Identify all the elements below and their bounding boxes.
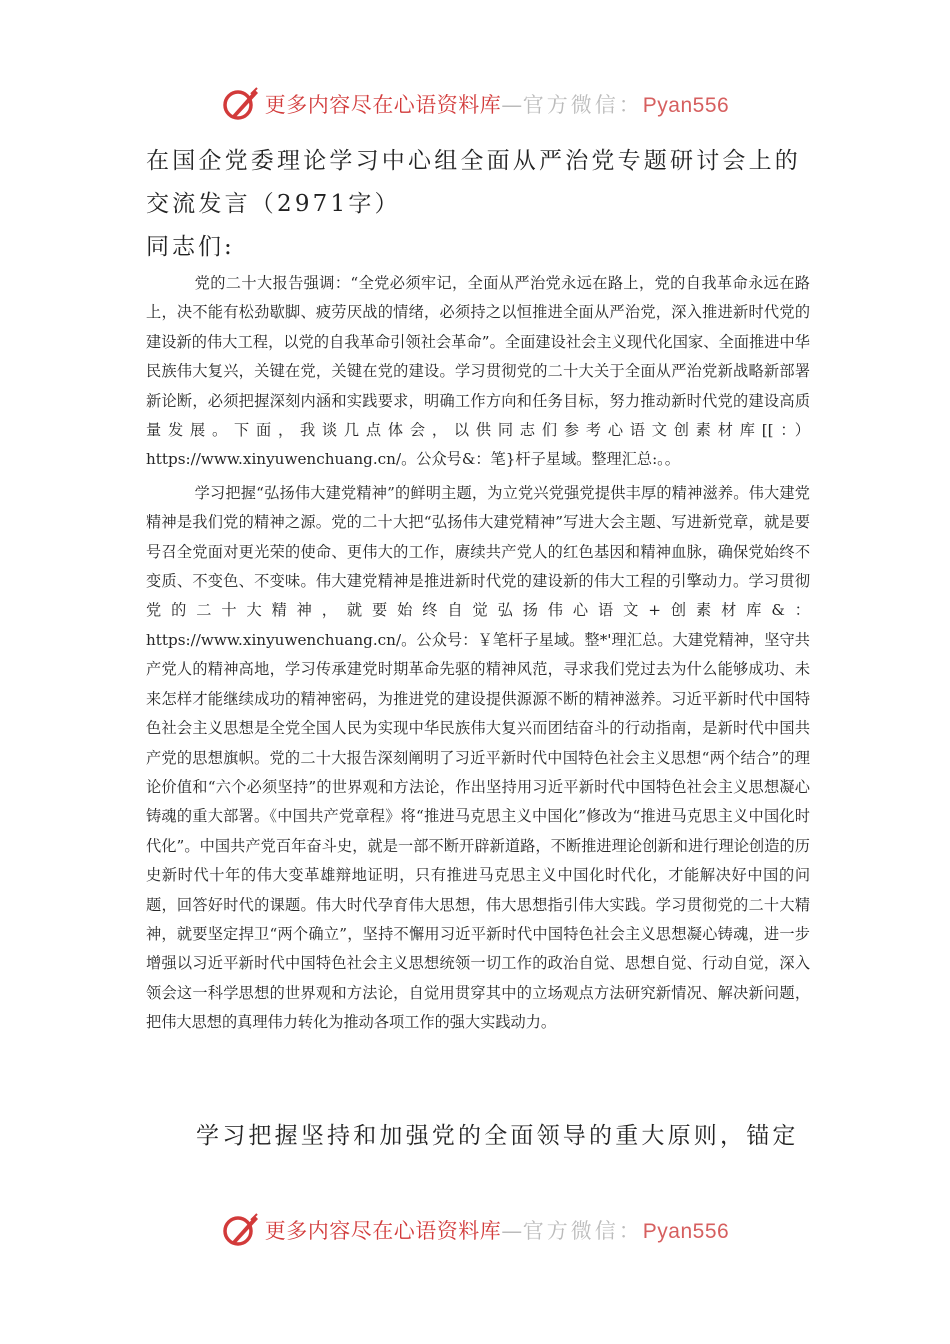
body-paragraph-2: 学习把握“弘扬伟大建党精神”的鲜明主题，为立党兴党强党提供丰厚的精神滋养。伟大建党精神是我们党的精神之源。党的二十大把“弘扬伟大建党精神”写进大会主题、写进新党章，就是要号召全党面对更光荣的使命、更伟大的工作，赓续共产党人的红色基因和精神血脉，确保党始终不变质、不变色、不变味。伟大建党精神是推进新时代党的建设新的伟大工程的引擎动力。学习贯彻党的二十大精神，就要始终自觉弘扬伟心语文+创素材库&：https://www.xinyuwenchuang.cn/。公众号：￥笔杆子星域。整*'理汇总。大建党精神，坚守共产党人的精神高地，学习传承建党时期革命先驱的精神风范，寻求我们党过去为什么能够成功、未来怎样才能继续成功的精神密码，为推进党的建设提供源源不断的精神滋养。习近平新时代中国特色社会主义思想是全党全国人民为实现中华民族伟大复兴而团结奋斗的行动指南，是新时代中国共产党的思想旗帜。党的二十大报告深刻阐明了习近平新时代中国特色社会主义思想“两个结合”的理论价值和“六个必须坚持”的世界观和方法论，作出坚持用习近平新时代中国特色社会主义思想凝心铸魂的重大部署。《中国共产党章程》将“推进马克思主义中国化”修改为“推进马克思主义中国化时代化”。中国共产党百年奋斗史，就是一部不断开辟新道路，不断推进理论创新和进行理论创造的历史新时代十年的伟大变革雄辩地证明，只有推进马克思主义中国化时代化，才能解决好中国的问题，回答好时代的课题。伟大时代孕育伟大思想，伟大思想指引伟大实践。学习贯彻党的二十大精神，就要坚定捍卫“两个确立”，坚持不懈用习近平新时代中国特色社会主义思想凝心铸魂，进一步增强以习近平新时代中国特色社会主义思想统领一切工作的政治自觉、思想自觉、行动自觉，深入领会这一科学思想的世界观和方法论，自觉用贯穿其中的立场观点方法研究新情况、解决新问题，把伟大思想的真理伟力转化为推动各项工作的强大实践动力。 <box>146 483 810 1032</box>
watermark-wechat-label: 官方微信： <box>522 93 643 117</box>
watermark-banner-bottom <box>0 1208 950 1252</box>
quill-logo-icon <box>221 84 261 124</box>
document-body <box>146 269 810 1038</box>
watermark-wechat-id: Pyan556 <box>642 1220 730 1243</box>
section-heading: 学习把握坚持和加强党的全面领导的重大原则，锚定 <box>196 1123 799 1149</box>
document-greeting: 同志们: <box>146 234 235 260</box>
watermark-wechat-label: 官方微信： <box>522 1219 643 1243</box>
body-paragraph-1: 党的二十大报告强调：“全党必须牢记，全面从严治党永远在路上，党的自我革命永远在路上，决不能有松劲歇脚、疲劳厌战的情绪，必须持之以恒推进全面从严治党，深入推进新时代党的建设新的伟大工程，以党的自我革命引领社会革命”。全面建设社会主义现代化国家、全面推进中华民族伟大复兴，关键在党，关键在党的建设。学习贯彻党的二十大关于全面从严治党新战略新部署新论断，必须把握深刻内涵和实践要求，明确工作方向和任务目标，努力推动新时代党的建设高质量发展。下面，我谈几点体会，以供同志们参考心语文创素材库[[：）https://www.xinyuwenchuang.cn/。公众号&：笔}杆子星域。整理汇总:。。 <box>146 274 810 469</box>
watermark-separator: — <box>501 93 523 117</box>
watermark-separator: — <box>501 1219 523 1243</box>
watermark-site-text: 更多内容尽在心语资料库 <box>264 1219 502 1243</box>
watermark-site-text: 更多内容尽在心语资料库 <box>264 93 502 117</box>
watermark-banner-top <box>0 82 950 126</box>
watermark-wechat-id: Pyan556 <box>642 94 730 117</box>
quill-logo-icon <box>221 1210 261 1250</box>
document-title: 在国企党委理论学习中心组全面从严治党专题研讨会上的交流发言（2971字） <box>146 148 801 217</box>
